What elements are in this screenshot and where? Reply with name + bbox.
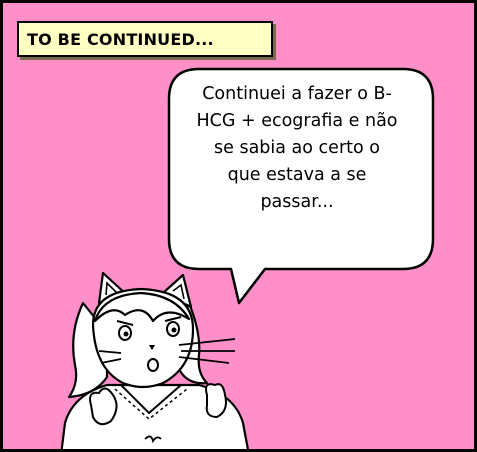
- speech-line: passar...: [260, 192, 334, 212]
- speech-line: Continuei a fazer o B-: [202, 84, 392, 104]
- mouth: [148, 359, 158, 371]
- speech-line: se sabia ao certo o: [214, 138, 380, 158]
- caption-text: TO BE CONTINUED...: [27, 29, 214, 49]
- speech-line: que estava a se: [227, 165, 367, 185]
- cat-girl-character-icon: [3, 3, 477, 452]
- speech-line: HCG + ecografia e não: [196, 111, 398, 131]
